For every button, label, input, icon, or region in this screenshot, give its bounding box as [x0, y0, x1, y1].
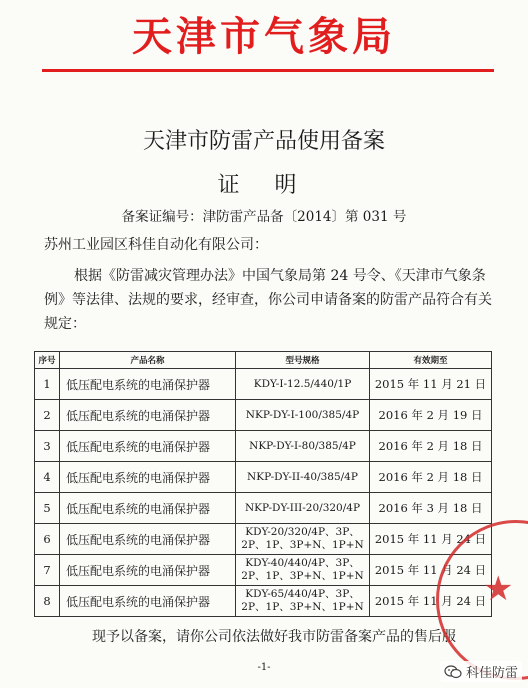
- cell-expiry: 2016 年 3 月 18 日: [370, 493, 492, 524]
- certificate-number: 备案证编号：津防雷产品备〔2014〕第 031 号: [121, 209, 407, 225]
- product-table: [34, 351, 492, 617]
- header-no: 序号: [35, 352, 60, 369]
- cell-product-name: 低压配电系统的电涌保护器: [60, 524, 236, 555]
- cell-no: 6: [35, 524, 60, 555]
- table-row: [35, 555, 492, 586]
- cell-no: 2: [35, 400, 60, 431]
- cell-model: KDY-I-12.5/440/1P: [236, 369, 370, 400]
- cell-expiry: 2015 年 11 月 24 日: [370, 555, 492, 586]
- seal-star-icon: ★: [483, 569, 514, 609]
- cell-model: KDY-40/440/4P、3P、2P、1P、3P+N、1P+N: [236, 555, 370, 586]
- cell-model: NKP-DY-I-100/385/4P: [236, 400, 370, 431]
- header-product-name: 产品名称: [60, 352, 236, 369]
- table-row: [35, 524, 492, 555]
- cell-product-name: 低压配电系统的电涌保护器: [60, 462, 236, 493]
- table-row: [35, 400, 492, 431]
- document-title: 天津市防雷产品使用备案: [142, 129, 385, 154]
- cell-no: 1: [35, 369, 60, 400]
- table-row: [35, 462, 492, 493]
- cell-product-name: 低压配电系统的电涌保护器: [60, 493, 236, 524]
- cell-no: 5: [35, 493, 60, 524]
- cell-expiry: 2015 年 11 月 24 日: [370, 524, 492, 555]
- cell-expiry: 2016 年 2 月 18 日: [370, 462, 492, 493]
- cell-product-name: 低压配电系统的电涌保护器: [60, 431, 236, 462]
- cell-expiry: 2015 年 11 月 24 日: [370, 586, 492, 617]
- table-row: [35, 369, 492, 400]
- cell-no: 4: [35, 462, 60, 493]
- page-number: -1-: [257, 662, 271, 673]
- addressee: 苏州工业园区科佳自动化有限公司：: [44, 237, 268, 253]
- header-model: 型号规格: [236, 352, 370, 369]
- cell-no: 8: [35, 586, 60, 617]
- cell-model: NKP-DY-II-40/385/4P: [236, 462, 370, 493]
- table-header-row: [35, 352, 492, 369]
- closing-paragraph: 现予以备案，请你公司依法做好我市防雷备案产品的售后服: [92, 629, 456, 645]
- cell-model: KDY-20/320/4P、3P、2P、1P、3P+N、1P+N: [236, 524, 370, 555]
- body-paragraph: 根据《防雷减灾管理办法》中国气象局第 24 号令、《天津市气象条例》等法律、法规的要求，经审查，你公司申请备案的防雷产品符合有关规定：: [44, 268, 492, 332]
- table-row: [35, 431, 492, 462]
- cell-expiry: 2015 年 11 月 21 日: [370, 369, 492, 400]
- cell-product-name: 低压配电系统的电涌保护器: [60, 586, 236, 617]
- cell-model: KDY-65/440/4P、3P、2P、1P、3P+N、1P+N: [236, 586, 370, 617]
- cell-model: NKP-DY-I-80/385/4P: [236, 431, 370, 462]
- cell-model: NKP-DY-III-20/320/4P: [236, 493, 370, 524]
- letterhead-title: 天津市气象局: [132, 13, 396, 60]
- watermark-text: 科佳防雷: [465, 666, 518, 681]
- cell-no: 7: [35, 555, 60, 586]
- cell-expiry: 2016 年 2 月 18 日: [370, 431, 492, 462]
- table-row: [35, 493, 492, 524]
- wechat-icon: [444, 665, 462, 679]
- header-expiry: 有效期至: [370, 352, 492, 369]
- cell-expiry: 2016 年 2 月 19 日: [370, 400, 492, 431]
- letterhead-red-rule: [42, 69, 494, 72]
- watermark: [440, 661, 522, 682]
- cell-no: 3: [35, 431, 60, 462]
- cell-product-name: 低压配电系统的电涌保护器: [60, 555, 236, 586]
- table-row: [35, 586, 492, 617]
- document-subtitle: 证 明: [217, 173, 311, 198]
- cell-product-name: 低压配电系统的电涌保护器: [60, 369, 236, 400]
- cell-product-name: 低压配电系统的电涌保护器: [60, 400, 236, 431]
